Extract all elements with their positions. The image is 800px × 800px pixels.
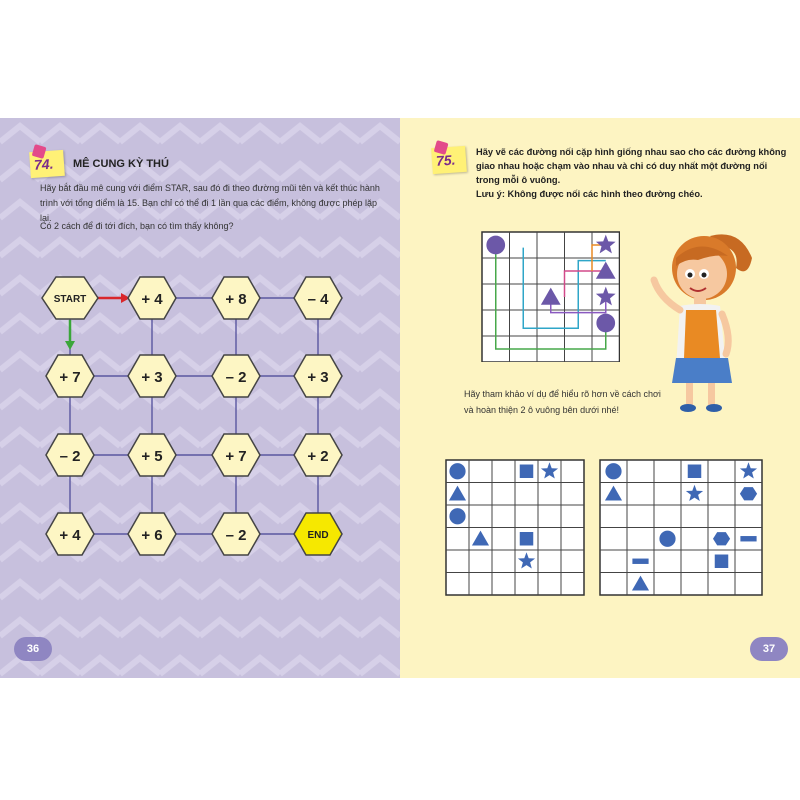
maze-cell xyxy=(128,355,176,397)
maze-start xyxy=(42,277,98,319)
maze-cell-label: + 2 xyxy=(307,448,329,465)
exercise-tag-75 xyxy=(431,146,467,174)
square-icon xyxy=(688,465,702,479)
maze-cell-label: – 2 xyxy=(225,369,247,386)
maze-cell xyxy=(46,434,94,476)
exercise-tag-74 xyxy=(29,150,65,178)
square-icon xyxy=(520,465,534,479)
question-text: Có 2 cách để đi tới đích, bạn có tìm thấy không? xyxy=(40,221,234,231)
maze-cell xyxy=(46,355,94,397)
instruction-text xyxy=(476,145,796,201)
exercise-number: 74. xyxy=(33,155,55,173)
puzzle-grid-left xyxy=(444,458,586,598)
circle-icon xyxy=(596,314,615,333)
maze-cell xyxy=(294,355,342,397)
circle-icon xyxy=(449,508,465,524)
hint-line-2: và hoàn thiện 2 ô vuông bên dưới nhé! xyxy=(464,405,620,415)
circle-icon xyxy=(659,531,675,547)
example-grid xyxy=(480,230,620,362)
circle-icon xyxy=(449,463,465,479)
maze-cell xyxy=(212,434,260,476)
maze-cell-label: + 3 xyxy=(141,369,163,386)
bar-icon xyxy=(632,559,648,564)
puzzle-grid-right xyxy=(598,458,766,598)
left-page xyxy=(0,118,400,678)
maze-cell xyxy=(128,277,176,319)
maze-cell-label: – 2 xyxy=(225,527,247,544)
page-number-36: 36 xyxy=(14,637,52,661)
maze-cell xyxy=(128,513,176,555)
page-number-37: 37 xyxy=(750,637,788,661)
maze-cell xyxy=(128,434,176,476)
maze-cell xyxy=(46,513,94,555)
maze-cell-label: – 2 xyxy=(59,448,81,465)
instruction-line-3: trong mỗi ô vuông. xyxy=(476,175,561,185)
hexagon-maze xyxy=(0,258,400,598)
maze-cell-label: + 6 xyxy=(141,527,163,544)
maze-end xyxy=(294,513,342,555)
maze-cell xyxy=(212,277,260,319)
maze-cell-label: + 4 xyxy=(59,527,81,544)
instruction-line-2: giao nhau hoặc chạm vào nhau và chỉ có duy nhất một đường nối xyxy=(476,161,768,171)
instruction-line-1: Hãy bắt đầu mê cung với điểm STAR, sau đó đi theo đường mũi tên và kết thúc hành xyxy=(40,183,380,193)
page-title: MÊ CUNG KỲ THÚ xyxy=(73,158,169,170)
arrow-down-icon xyxy=(65,320,75,350)
maze-cell-label: END xyxy=(307,530,329,541)
hint-text xyxy=(464,386,724,418)
maze-cell-label: + 5 xyxy=(141,448,163,465)
hint-line-1: Hãy tham khảo ví dụ để hiểu rõ hơn về cách chơi xyxy=(464,389,661,399)
maze-cell xyxy=(212,513,260,555)
circle-icon xyxy=(605,463,621,479)
right-page xyxy=(400,118,800,678)
maze-cell-label: + 7 xyxy=(59,369,81,386)
instruction-line-2: trình với tổng điểm là 15. Bạn chỉ có thể đi 1 lần qua các điểm, không được phép lặp lại. xyxy=(40,198,378,223)
maze-cell-label: + 8 xyxy=(225,291,247,308)
square-icon xyxy=(520,532,534,546)
maze-cell-label: + 4 xyxy=(141,291,163,308)
circle-icon xyxy=(486,236,505,255)
maze-cell xyxy=(294,277,342,319)
maze-cell xyxy=(294,434,342,476)
exercise-number: 75. xyxy=(435,151,457,169)
arrow-right-icon xyxy=(98,293,130,303)
maze-cell-label: – 4 xyxy=(307,291,329,308)
maze-cell-label: START xyxy=(53,294,87,305)
square-icon xyxy=(715,555,729,569)
note-text: Lưu ý: Không được nối các hình theo đường chéo. xyxy=(476,189,703,199)
instruction-line-1: Hãy vẽ các đường nối cặp hình giống nhau sao cho các đường không xyxy=(476,147,787,157)
maze-cell-label: + 3 xyxy=(307,369,329,386)
maze-cell xyxy=(212,355,260,397)
bar-icon xyxy=(740,536,756,541)
maze-cell-label: + 7 xyxy=(225,448,247,465)
